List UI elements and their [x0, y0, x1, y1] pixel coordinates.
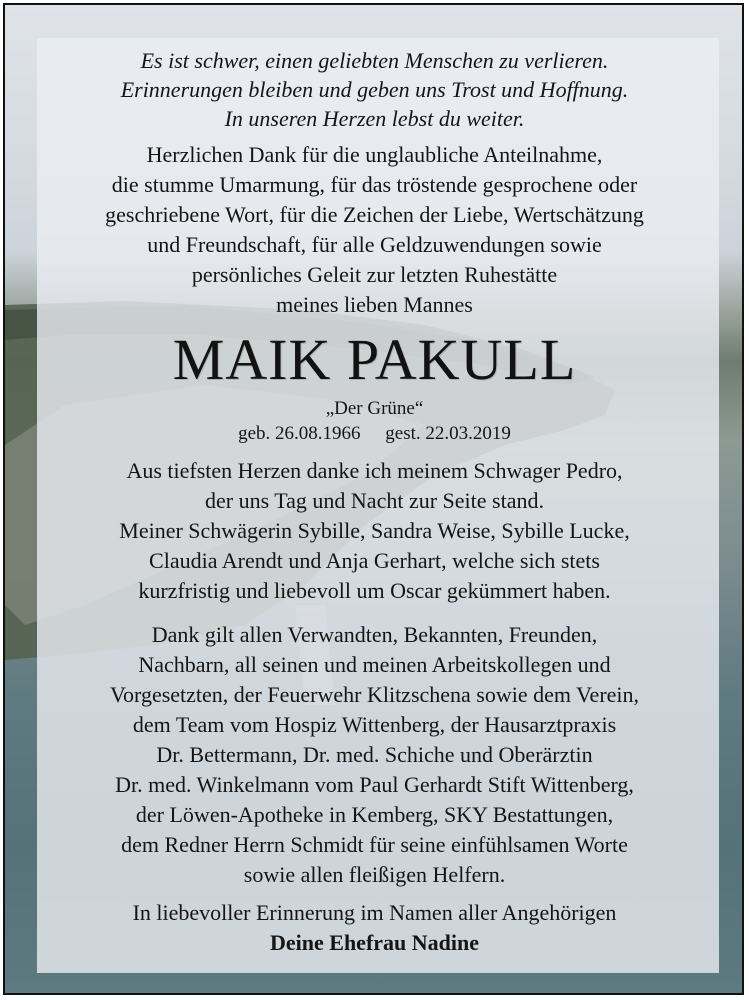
family-thanks-line: Aus tiefsten Herzen danke ich meinem Schwager Pedro,	[126, 458, 623, 483]
general-thanks-line: sowie allen fleißigen Helfern.	[243, 862, 506, 887]
general-thanks-line: Dr. Bettermann, Dr. med. Schiche und Oberärztin	[156, 742, 593, 767]
family-thanks-line: Meiner Schwägerin Sybille, Sandra Weise, Sybille Lucke,	[119, 518, 630, 543]
life-dates	[0, 421, 749, 446]
deceased-name: MAIK PAKULL	[172, 327, 577, 392]
general-thanks-line: Dank gilt allen Verwandten, Bekannten, Freunden,	[151, 622, 598, 647]
general-thanks-paragraph	[0, 620, 749, 890]
intro-line: persönliches Geleit zur letzten Ruhestätte	[191, 262, 558, 287]
intro-line: Herzlichen Dank für die unglaubliche Anteilnahme,	[146, 142, 603, 167]
intro-line: geschriebene Wort, für die Zeichen der Liebe, Wertschätzung	[105, 202, 644, 227]
death-date: gest. 22.03.2019	[385, 423, 511, 444]
general-thanks-line: dem Team vom Hospiz Wittenberg, der Hausarztpraxis	[132, 712, 617, 737]
general-thanks-line: dem Redner Herrn Schmidt für seine einfühlsamen Worte	[121, 832, 628, 857]
general-thanks-line: Dr. med. Winkelmann vom Paul Gerhardt Stift Wittenberg,	[115, 772, 634, 797]
intro-line: und Freundschaft, für alle Geldzuwendungen sowie	[147, 232, 602, 257]
family-thanks-line: Claudia Arendt und Anja Gerhart, welche sich stets	[149, 548, 600, 573]
intro-line: die stumme Umarmung, für das tröstende gesprochene oder	[111, 172, 638, 197]
family-thanks-line: kurzfristig und liebevoll um Oscar gekümmert haben.	[138, 578, 611, 603]
motto-line: Es ist schwer, einen geliebten Menschen zu verlieren.	[140, 48, 609, 73]
general-thanks-line: Nachbarn, all seinen und meinen Arbeitskollegen und	[138, 652, 611, 677]
deceased-nickname: „Der Grüne“	[325, 398, 424, 419]
intro-paragraph	[0, 140, 749, 320]
general-thanks-line: Vorgesetzten, der Feuerwehr Klitzschena sowie dem Verein,	[109, 682, 640, 707]
motto-line: In unseren Herzen lebst du weiter.	[224, 106, 525, 131]
family-thanks-line: der uns Tag und Nacht zur Seite stand.	[205, 488, 544, 513]
birth-date: geb. 26.08.1966	[238, 423, 361, 444]
family-thanks-paragraph	[0, 456, 749, 606]
general-thanks-line: der Löwen-Apotheke in Kemberg, SKY Bestattungen,	[135, 802, 614, 827]
signature: Deine Ehefrau Nadine	[270, 930, 479, 955]
closing-line: In liebevoller Erinnerung im Namen aller Angehörigen	[132, 900, 617, 925]
motto	[0, 46, 749, 133]
intro-line: meines lieben Mannes	[276, 292, 473, 317]
motto-line: Erinnerungen bleiben und geben uns Trost und Hoffnung.	[120, 77, 629, 102]
